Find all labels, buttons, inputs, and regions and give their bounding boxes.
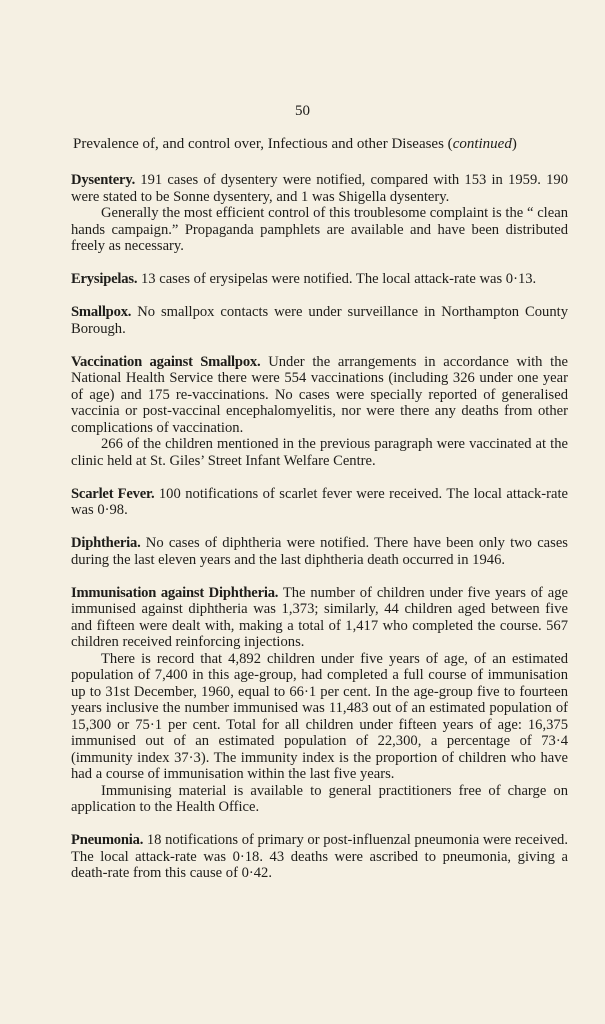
section-diphtheria <box>71 535 568 568</box>
document-body <box>71 172 568 882</box>
section-smallpox <box>71 304 568 337</box>
paragraph <box>71 304 568 337</box>
paragraph-text: The number of children under five years of age immunised against diphtheria was 1,373; similarly, 44 children aged between five and fifteen were dealt with, making a total of 1,417 who completed the course. 567 children received reinforcing injections. <box>71 584 568 650</box>
paragraph-text: 18 notifications of primary or post-influenzal pneumonia were received. The local attack-rate was 0·18. 43 deaths were ascribed to pneumonia, giving a death-rate from this cause of 0·42. <box>71 832 569 881</box>
section-title: Erysipelas. <box>71 271 138 287</box>
section-title: Scarlet Fever. <box>71 485 155 502</box>
heading-text: Prevalence of, and control over, Infectious and other Diseases ( <box>73 136 453 152</box>
section-scarlet-fever <box>71 486 568 519</box>
heading-close: ) <box>511 136 517 152</box>
paragraph <box>71 354 568 437</box>
page-number: 50 <box>295 103 310 119</box>
paragraph-text: No smallpox contacts were under surveillance in Northampton County Borough. <box>71 304 568 337</box>
paragraph <box>71 486 568 519</box>
paragraph: Immunising material is available to general practitioners free of charge on application to the Health Office. <box>71 782 568 815</box>
section-title: Vaccination against Smallpox. <box>71 353 261 370</box>
section-dysentery <box>71 172 568 255</box>
heading-continued: continued <box>452 136 512 152</box>
paragraph-text: 13 cases of erysipelas were notified. The local attack-rate was 0·13. <box>140 271 537 287</box>
paragraph <box>71 535 568 568</box>
section-title: Pneumonia. <box>71 832 144 848</box>
paragraph: There is record that 4,892 children under five years of age, of an estimated population of 7,400 in this age-group, had completed a full course of immunisation up to 31st December, 1960, equal to 66·1 per cent. In the age-group five to fourteen years inclusive the number immunised was 11,483 out of an estimated population of 15,300 or 75·1 per cent. Total for all children under fifteen years of age: 16,375 immunised out of an estimated population of 22,300, a percentage of 73·4 (immunity index 37·3). The immunity index is the proportion of children who have had a course of immunisation within the last five years. <box>71 650 568 782</box>
paragraph-text: Under the arrangements in accordance with the National Health Service there were 554 vaccinations (including 326 under one year of age) and 175 re-vaccinations. No cases were specially reported of generalised vaccinia or post-vaccinal encephalomyelitis, nor were there any deaths from other complications of vaccination. <box>71 353 568 436</box>
paragraph-text: 191 cases of dysentery were notified, compared with 153 in 1959. 190 were stated to be Sonne dysentery, and 1 was Shigella dysentery. <box>71 172 568 205</box>
section-title: Smallpox. <box>71 304 132 320</box>
section-vaccination-against-smallpox <box>71 354 568 470</box>
paragraph <box>71 271 568 288</box>
paragraph <box>71 585 568 651</box>
page-heading <box>73 136 573 153</box>
section-pneumonia <box>71 832 568 882</box>
paragraph-text: 100 notifications of scarlet fever were received. The local attack-rate was 0·98. <box>71 485 568 518</box>
paragraph <box>71 172 568 205</box>
paragraph <box>71 832 568 882</box>
section-immunisation-against-diphtheria <box>71 585 568 816</box>
section-erysipelas <box>71 271 568 288</box>
section-title: Diphtheria. <box>71 535 141 551</box>
section-title: Immunisation against Diphtheria. <box>71 584 279 601</box>
paragraph-text: No cases of diphtheria were notified. There have been only two cases during the last eleven years and the last diphtheria death occurred in 1946. <box>71 535 568 568</box>
section-title: Dysentery. <box>71 172 136 188</box>
paragraph: 266 of the children mentioned in the previous paragraph were vaccinated at the clinic held at St. Giles’ Street Infant Welfare Centre. <box>71 436 568 469</box>
paragraph: Generally the most efficient control of this troublesome complaint is the “ clean hands campaign.” Propaganda pamphlets are available and have been distributed freely as necessary. <box>71 205 568 254</box>
